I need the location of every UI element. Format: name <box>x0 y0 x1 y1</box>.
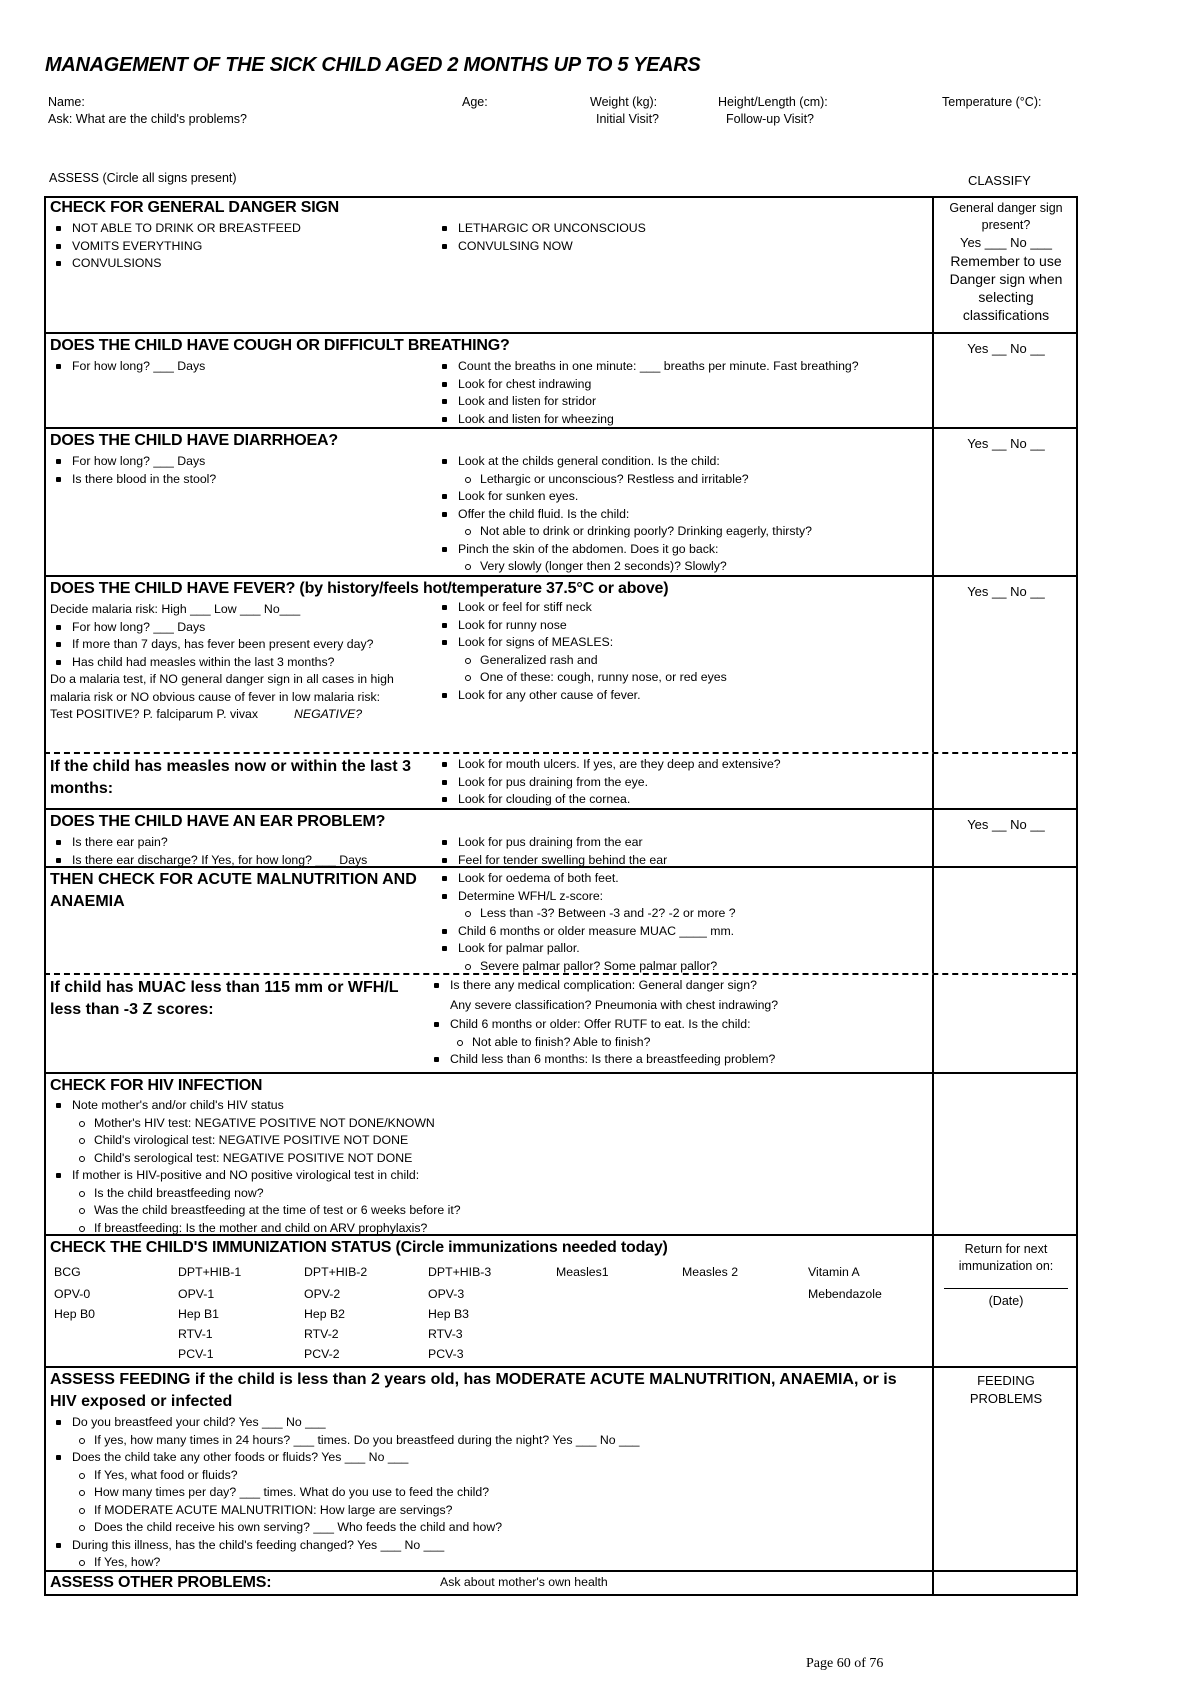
danger-sign-item: CONVULSIONS <box>50 255 301 273</box>
assess-label: ASSESS (Circle all signs present) <box>49 171 237 185</box>
hiv-subitem: Was the child breastfeeding at the time of test or 6 weeks before it? <box>50 1202 461 1220</box>
page-title: MANAGEMENT OF THE SICK CHILD AGED 2 MONTHS UP TO 5 YEARS <box>45 54 701 76</box>
ear-item: Is there ear discharge? If Yes, for how long? ___ Days <box>50 852 367 870</box>
danger-classify-yes-no[interactable]: Yes ___ No ___ <box>959 235 1053 250</box>
fever-item: Has child had measles within the last 3 months? <box>50 654 430 672</box>
cough-yes-no[interactable]: Yes __ No __ <box>967 341 1045 356</box>
feeding-subitem: How many times per day? ___ times. What do you use to feed the child? <box>50 1484 640 1502</box>
muac-item: Is there any medical complication: General danger sign? <box>428 977 778 995</box>
muac-item: Child less than 6 months: Is there a breastfeeding problem? <box>428 1051 778 1069</box>
cough-item: Count the breaths in one minute: ___ breaths per minute. Fast breathing? <box>436 358 859 376</box>
malaria-test-note: Do a malaria test, if NO general danger sign in all cases in high malaria risk or NO obvious cause of fever in low malaria risk: <box>50 672 394 704</box>
danger-classify-note: Remember to use Danger sign when selecting classifications <box>949 253 1063 323</box>
other-problems-section <box>44 1572 1078 1596</box>
vaccine-dpt2[interactable]: DPT+HIB-2 <box>304 1265 368 1279</box>
muac-section <box>44 975 1078 1074</box>
temperature-label: Temperature (°C): <box>942 95 1042 109</box>
fever-item: Look for runny nose <box>436 617 727 635</box>
ear-section <box>44 810 1078 868</box>
malaria-test-result <box>50 706 430 724</box>
vaccine-pcv2[interactable]: PCV-2 <box>304 1347 340 1361</box>
hiv-subitem: Mother's HIV test: NEGATIVE POSITIVE NOT DONE/KNOWN <box>50 1115 461 1133</box>
initial-visit-label: Initial Visit? <box>596 112 659 126</box>
height-label: Height/Length (cm): <box>718 95 828 109</box>
feeding-problems-label: FEEDING PROBLEMS <box>969 1373 1043 1406</box>
malnutrition-item: Look for palmar pallor. <box>436 940 736 958</box>
classify-label: CLASSIFY <box>968 173 1031 188</box>
fever-item: If more than 7 days, has fever been present every day? <box>50 636 430 654</box>
ear-yes-no[interactable]: Yes __ No __ <box>967 817 1045 832</box>
danger-sign-item: CONVULSING NOW <box>436 238 646 256</box>
age-label: Age: <box>462 95 488 109</box>
malnutrition-heading: THEN CHECK FOR ACUTE MALNUTRITION AND ANAEMIA <box>50 871 417 910</box>
vaccine-pcv3[interactable]: PCV-3 <box>428 1347 464 1361</box>
measles-section <box>44 754 1078 810</box>
hiv-item: Note mother's and/or child's HIV status <box>50 1097 461 1115</box>
return-date-line[interactable] <box>944 1288 1068 1289</box>
measles-item: Look for pus draining from the eye. <box>436 774 781 792</box>
other-problems-classify-cell <box>932 1572 1078 1594</box>
diarrhoea-item: Pinch the skin of the abdomen. Does it go back: <box>436 541 812 559</box>
fever-section <box>44 577 1078 754</box>
ear-heading: DOES THE CHILD HAVE AN EAR PROBLEM? <box>50 813 386 830</box>
muac-item: Child 6 months or older: Offer RUTF to eat. Is the child: <box>428 1016 778 1034</box>
hiv-subitem: Child's serological test: NEGATIVE POSITIVE NOT DONE <box>50 1150 461 1168</box>
name-label: Name: <box>48 95 85 109</box>
ear-item: Is there ear pain? <box>50 834 367 852</box>
muac-subline: Any severe classification? Pneumonia with chest indrawing? <box>450 997 779 1012</box>
feeding-classify-cell <box>932 1368 1078 1570</box>
immunization-section <box>44 1236 1078 1368</box>
ear-item: Look for pus draining from the ear <box>436 834 667 852</box>
malaria-test-negative: NEGATIVE? <box>294 707 363 721</box>
mothers-health-note: Ask about mother's own health <box>440 1575 608 1589</box>
vaccine-pcv1[interactable]: PCV-1 <box>178 1347 214 1361</box>
cough-item: Look and listen for wheezing <box>436 411 859 429</box>
ear-classify-cell <box>932 810 1078 866</box>
feeding-item: Do you breastfeed your child? Yes ___ No ___ <box>50 1414 640 1432</box>
feeding-item: During this illness, has the child's feeding changed? Yes ___ No ___ <box>50 1537 640 1555</box>
feeding-subitem: Does the child receive his own serving? ___ Who feeds the child and how? <box>50 1519 640 1537</box>
hiv-heading: CHECK FOR HIV INFECTION <box>50 1077 263 1094</box>
cough-item: Look and listen for stridor <box>436 393 859 411</box>
malnutrition-section <box>44 868 1078 975</box>
vaccine-hepb1[interactable]: Hep B1 <box>178 1307 220 1321</box>
vaccine-mebendazole[interactable]: Mebendazole <box>808 1287 882 1301</box>
danger-sign-section <box>44 196 1078 334</box>
malaria-test-positive: Test POSITIVE? P. falciparum P. vivax <box>50 707 258 721</box>
cough-item: For how long? ___ Days <box>50 358 205 376</box>
feeding-heading: ASSESS FEEDING if the child is less than 2 years old, has MODERATE ACUTE MALNUTRITION, ANAEMIA, or is HIV exposed or infected <box>50 1371 897 1410</box>
vaccine-measles1[interactable]: Measles1 <box>556 1265 609 1279</box>
diarrhoea-item: Look at the childs general condition. Is the child: <box>436 453 812 471</box>
malaria-risk: Decide malaria risk: High ___ Low ___ No___ <box>50 602 301 616</box>
cough-classify-cell <box>932 334 1078 427</box>
other-problems-heading: ASSESS OTHER PROBLEMS: <box>50 1574 272 1591</box>
fever-item: Look for any other cause of fever. <box>436 687 727 705</box>
malnutrition-classify-cell <box>932 868 1078 973</box>
danger-classify-cell <box>932 198 1078 332</box>
diarrhoea-heading: DOES THE CHILD HAVE DIARRHOEA? <box>50 432 338 449</box>
diarrhoea-yes-no[interactable]: Yes __ No __ <box>967 436 1045 451</box>
hiv-subitem: Child's virological test: NEGATIVE POSITIVE NOT DONE <box>50 1132 461 1150</box>
fever-item: Look or feel for stiff neck <box>436 599 727 617</box>
vaccine-rtv3[interactable]: RTV-3 <box>428 1327 463 1341</box>
hiv-item: If mother is HIV-positive and NO positive virological test in child: <box>50 1167 461 1185</box>
muac-classify-cell <box>932 975 1078 1072</box>
diarrhoea-subitem: Lethargic or unconscious? Restless and irritable? <box>436 471 812 489</box>
vaccine-opv0[interactable]: OPV-0 <box>54 1287 91 1301</box>
immunization-heading: CHECK THE CHILD'S IMMUNIZATION STATUS (Circle immunizations needed today) <box>50 1239 668 1256</box>
fever-classify-cell <box>932 577 1078 752</box>
danger-sign-item: VOMITS EVERYTHING <box>50 238 301 256</box>
danger-heading: CHECK FOR GENERAL DANGER SIGN <box>50 199 340 216</box>
malnutrition-item: Determine WFH/L z-score: <box>436 888 736 906</box>
danger-sign-item: LETHARGIC OR UNCONSCIOUS <box>436 220 646 238</box>
cough-item: Look for chest indrawing <box>436 376 859 394</box>
cough-heading: DOES THE CHILD HAVE COUGH OR DIFFICULT BREATHING? <box>50 337 510 354</box>
vaccine-hepb2[interactable]: Hep B2 <box>304 1307 346 1321</box>
danger-sign-item: NOT ABLE TO DRINK OR BREASTFEED <box>50 220 301 238</box>
ear-item: Feel for tender swelling behind the ear <box>436 852 667 870</box>
vaccine-vitamin-a[interactable]: Vitamin A <box>808 1265 860 1279</box>
fever-item: Look for signs of MEASLES: <box>436 634 727 652</box>
measles-heading: If the child has measles now or within the last 3 months: <box>50 758 411 797</box>
hiv-classify-cell <box>932 1074 1078 1234</box>
weight-label: Weight (kg): <box>590 95 658 109</box>
malnutrition-item: Look for oedema of both feet. <box>436 870 736 888</box>
feeding-subitem: If Yes, how? <box>50 1554 640 1572</box>
cough-section <box>44 334 1078 429</box>
fever-yes-no[interactable]: Yes __ No __ <box>967 584 1045 599</box>
vaccine-hepb3[interactable]: Hep B3 <box>428 1307 470 1321</box>
ask-problems-label: Ask: What are the child's problems? <box>48 112 247 126</box>
fever-subitem: Generalized rash and <box>436 652 727 670</box>
vaccine-bcg[interactable]: BCG <box>54 1265 81 1279</box>
feeding-subitem: If yes, how many times in 24 hours? ___ times. Do you breastfeed during the night? Yes ___ No ___ <box>50 1432 640 1450</box>
diarrhoea-item: Is there blood in the stool? <box>50 471 216 489</box>
diarrhoea-classify-cell <box>932 429 1078 575</box>
return-date-label: (Date) <box>988 1294 1024 1308</box>
vaccine-opv3[interactable]: OPV-3 <box>428 1287 465 1301</box>
diarrhoea-section <box>44 429 1078 577</box>
danger-classify-question: General danger sign present? <box>949 201 1063 232</box>
hiv-subitem: Is the child breastfeeding now? <box>50 1185 461 1203</box>
return-next-immunization: Return for next immunization on: <box>958 1242 1054 1273</box>
diarrhoea-item: Look for sunken eyes. <box>436 488 812 506</box>
hiv-subitem: If breastfeeding: Is the mother and child on ARV prophylaxis? <box>50 1220 461 1238</box>
immunization-classify-cell <box>932 1236 1078 1366</box>
measles-classify-cell <box>932 754 1078 808</box>
fever-subitem: One of these: cough, runny nose, or red eyes <box>436 669 727 687</box>
measles-item: Look for clouding of the cornea. <box>436 791 781 809</box>
vaccine-measles2[interactable]: Measles 2 <box>682 1265 739 1279</box>
muac-subitem: Not able to finish? Able to finish? <box>428 1034 778 1052</box>
vaccine-opv1[interactable]: OPV-1 <box>178 1287 215 1301</box>
fever-heading: DOES THE CHILD HAVE FEVER? (by history/feels hot/temperature 37.5°C or above) <box>50 580 669 597</box>
malnutrition-item: Child 6 months or older measure MUAC ____ mm. <box>436 923 736 941</box>
malnutrition-subitem: Less than -3? Between -3 and -2? -2 or more ? <box>436 905 736 923</box>
vaccine-opv2[interactable]: OPV-2 <box>304 1287 341 1301</box>
measles-item: Look for mouth ulcers. If yes, are they deep and extensive? <box>436 756 781 774</box>
feeding-subitem: If MODERATE ACUTE MALNUTRITION: How large are servings? <box>50 1502 640 1520</box>
diarrhoea-item: Offer the child fluid. Is the child: <box>436 506 812 524</box>
followup-visit-label: Follow-up Visit? <box>726 112 815 126</box>
vaccine-hepb0[interactable]: Hep B0 <box>54 1307 96 1321</box>
fever-item: For how long? ___ Days <box>50 619 430 637</box>
diarrhoea-subitem: Not able to drink or drinking poorly? Drinking eagerly, thirsty? <box>436 523 812 541</box>
diarrhoea-subitem: Very slowly (longer then 2 seconds)? Slowly? <box>436 558 812 576</box>
muac-heading: If child has MUAC less than 115 mm or WFH/L less than -3 Z scores: <box>50 979 399 1018</box>
malnutrition-subitem: Severe palmar pallor? Some palmar pallor? <box>436 958 736 976</box>
hiv-section <box>44 1074 1078 1236</box>
vaccine-dpt1[interactable]: DPT+HIB-1 <box>178 1265 242 1279</box>
feeding-section <box>44 1368 1078 1572</box>
page-number: Page 60 of 76 <box>806 1656 884 1671</box>
feeding-subitem: If Yes, what food or fluids? <box>50 1467 640 1485</box>
vaccine-dpt3[interactable]: DPT+HIB-3 <box>428 1265 492 1279</box>
vaccine-rtv1[interactable]: RTV-1 <box>178 1327 213 1341</box>
diarrhoea-item: For how long? ___ Days <box>50 453 216 471</box>
feeding-item: Does the child take any other foods or fluids? Yes ___ No ___ <box>50 1449 640 1467</box>
vaccine-rtv2[interactable]: RTV-2 <box>304 1327 339 1341</box>
